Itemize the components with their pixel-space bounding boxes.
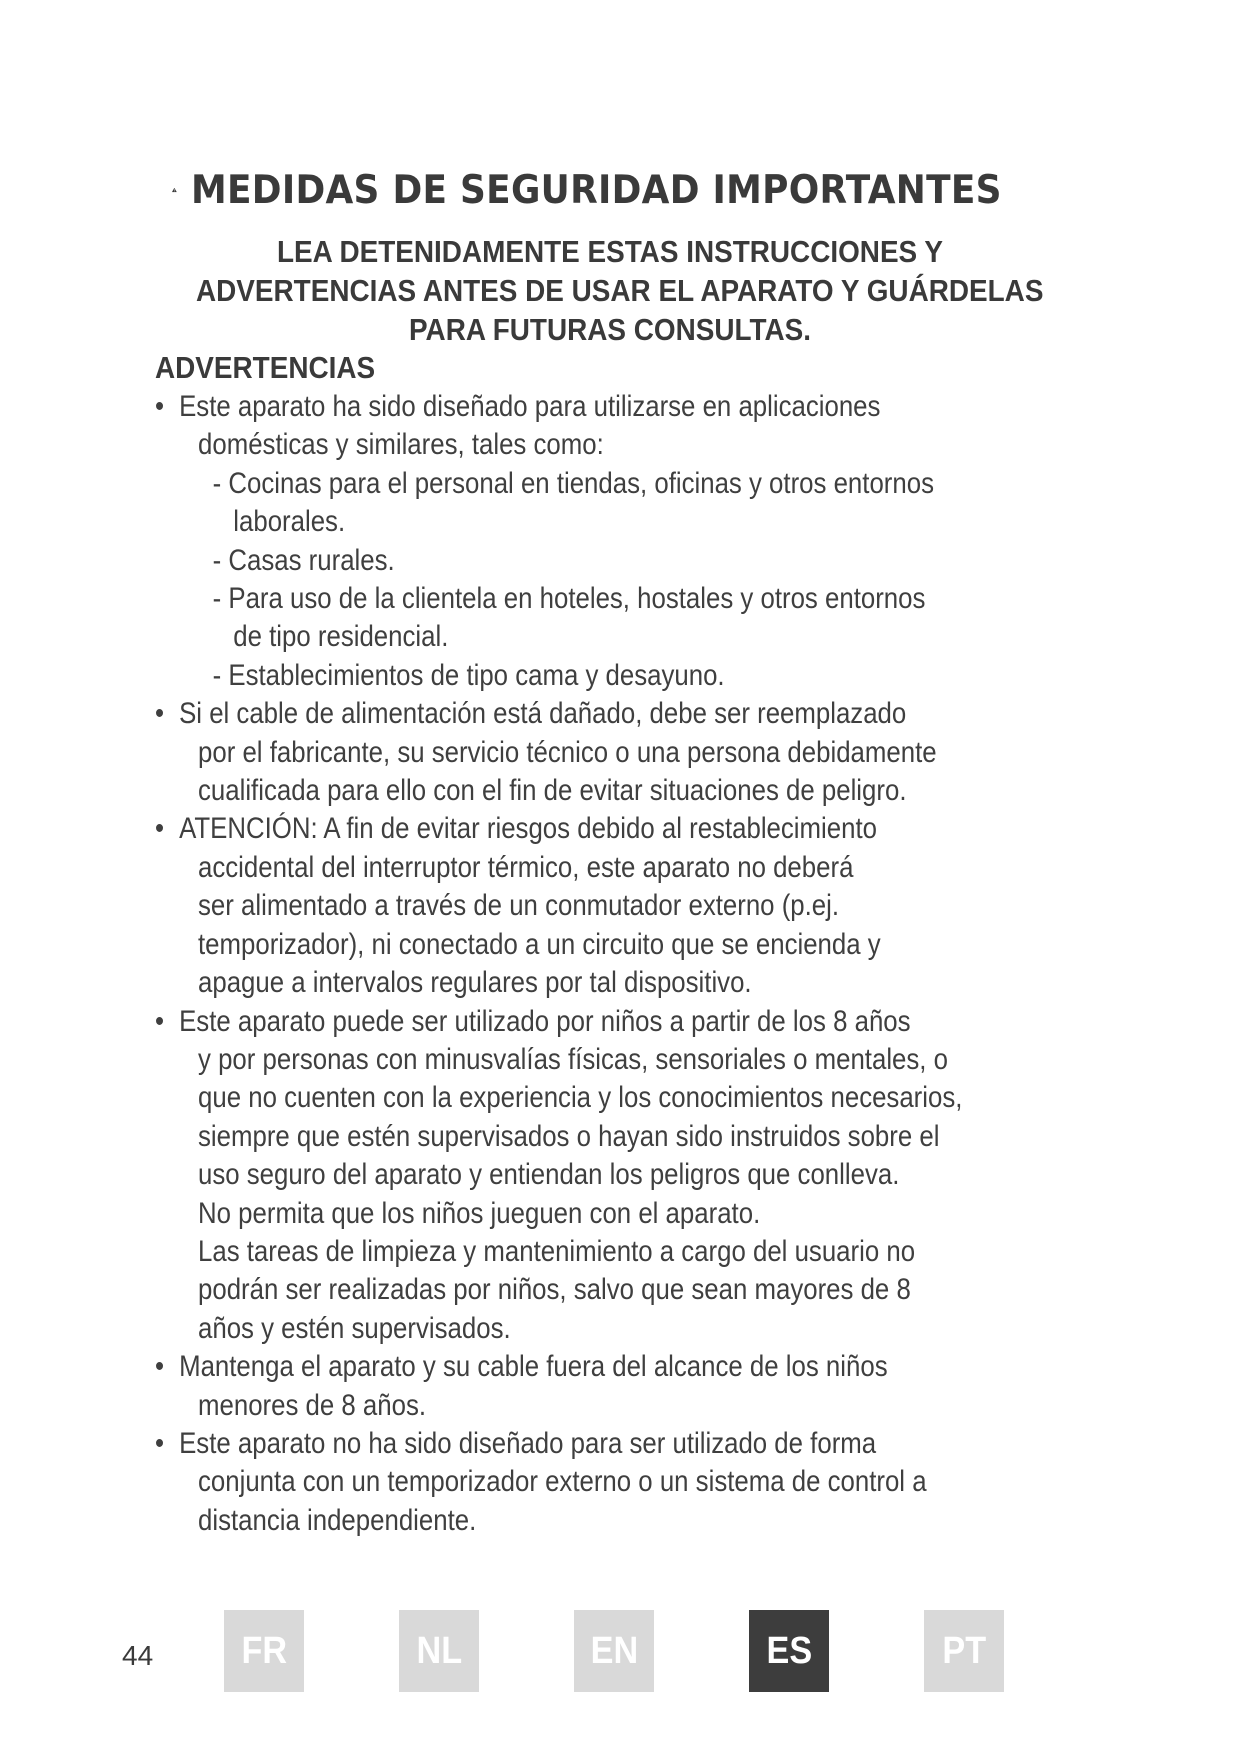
warning-triangle-icon — [172, 165, 177, 215]
language-tab-en[interactable] — [574, 1610, 654, 1692]
warning-line: uso seguro del aparato y entiendan los peligros que conlleva. — [198, 1158, 900, 1192]
sub-item-line: de tipo residencial. — [233, 620, 449, 654]
language-tab-pt[interactable] — [924, 1610, 1004, 1692]
title-row — [172, 160, 1072, 220]
language-tab-fr[interactable] — [224, 1610, 304, 1692]
bullet-mark: • — [155, 812, 165, 846]
intro-notice — [150, 232, 1070, 349]
warning-line: que no cuenten con la experiencia y los conocimientos necesarios, — [198, 1081, 963, 1115]
intro-line: LEA DETENIDAMENTE ESTAS INSTRUCCIONES Y — [276, 234, 944, 269]
language-tabs — [224, 1610, 1019, 1694]
warning-line: temporizador), ni conectado a un circuito que se encienda y — [198, 927, 881, 961]
warning-line: Mantenga el aparato y su cable fuera del alcance de los niños — [179, 1350, 888, 1384]
bullet-mark: • — [155, 390, 165, 423]
sub-item-line: - Para uso de la clientela en hoteles, hostales y otros entornos — [212, 582, 926, 616]
sub-item-line: - Casas rurales. — [212, 543, 395, 577]
warning-line: apague a intervalos regulares por tal dispositivo. — [198, 966, 752, 1000]
sub-item-line: laborales. — [233, 505, 346, 539]
language-tab-nl[interactable] — [399, 1610, 479, 1692]
warning-line: Este aparato no ha sido diseñado para ser utilizado de forma — [179, 1426, 877, 1460]
sub-item-line: - Establecimientos de tipo cama y desayuno. — [212, 658, 725, 692]
language-tab-label: PT — [942, 1629, 986, 1672]
bullet-mark: • — [155, 1350, 165, 1384]
section-title: ADVERTENCIAS — [155, 350, 376, 385]
language-tab-label: ES — [766, 1629, 812, 1672]
language-tab-label: FR — [241, 1629, 287, 1672]
warning-line: Si el cable de alimentación está dañado, debe ser reemplazado — [179, 697, 907, 731]
language-tab-label: NL — [416, 1629, 462, 1672]
page-number: 44 — [122, 1640, 154, 1671]
warning-line: Las tareas de limpieza y mantenimiento a cargo del usuario no — [198, 1234, 916, 1268]
warning-line: siempre que estén supervisados o hayan sido instruidos sobre el — [198, 1119, 940, 1153]
language-tab-label: EN — [590, 1629, 638, 1672]
warning-line: y por personas con minusvalías físicas, sensoriales o mentales, o — [198, 1042, 949, 1076]
warning-line: distancia independiente. — [198, 1503, 477, 1537]
warning-line: ATENCIÓN: A fin de evitar riesgos debido al restablecimiento — [179, 812, 877, 846]
warnings-list — [155, 388, 1059, 1540]
warning-line: Este aparato puede ser utilizado por niños a partir de los 8 años — [179, 1004, 911, 1038]
bullet-mark: • — [155, 1004, 165, 1038]
warning-item — [155, 1425, 1059, 1540]
warning-line: por el fabricante, su servicio técnico o una persona debidamente — [198, 735, 937, 769]
intro-line: ADVERTENCIAS ANTES DE USAR EL APARATO Y GUÁRDELAS — [196, 273, 1044, 308]
warning-item — [155, 1348, 1059, 1425]
bullet-mark: • — [155, 1426, 165, 1460]
warning-line: accidental del interruptor térmico, este aparato no deberá — [198, 850, 854, 884]
warning-item — [155, 1003, 1059, 1349]
warning-item — [155, 695, 1059, 810]
warning-line: podrán ser realizadas por niños, salvo que sean mayores de 8 — [198, 1273, 911, 1307]
warning-line: domésticas y similares, tales como: — [198, 428, 604, 462]
warning-item — [155, 810, 1059, 1002]
warning-line: ser alimentado a través de un conmutador externo (p.ej. — [198, 889, 840, 923]
warning-line: No permita que los niños jueguen con el aparato. — [198, 1196, 761, 1230]
warning-line: Este aparato ha sido diseñado para utilizarse en aplicaciones — [179, 390, 881, 423]
intro-line: PARA FUTURAS CONSULTAS. — [409, 312, 811, 347]
warning-line: conjunta con un temporizador externo o un sistema de control a — [198, 1465, 927, 1499]
warning-item — [155, 388, 1059, 695]
sub-item-line: - Cocinas para el personal en tiendas, oficinas y otros entornos — [212, 466, 934, 500]
warning-line: cualificada para ello con el fin de evitar situaciones de peligro. — [198, 774, 907, 808]
warning-line: menores de 8 años. — [198, 1388, 427, 1422]
page-title: MEDIDAS DE SEGURIDAD IMPORTANTES — [190, 167, 1002, 213]
language-tab-es[interactable] — [749, 1610, 829, 1692]
bullet-mark: • — [155, 697, 165, 731]
warning-line: años y estén supervisados. — [198, 1311, 511, 1345]
